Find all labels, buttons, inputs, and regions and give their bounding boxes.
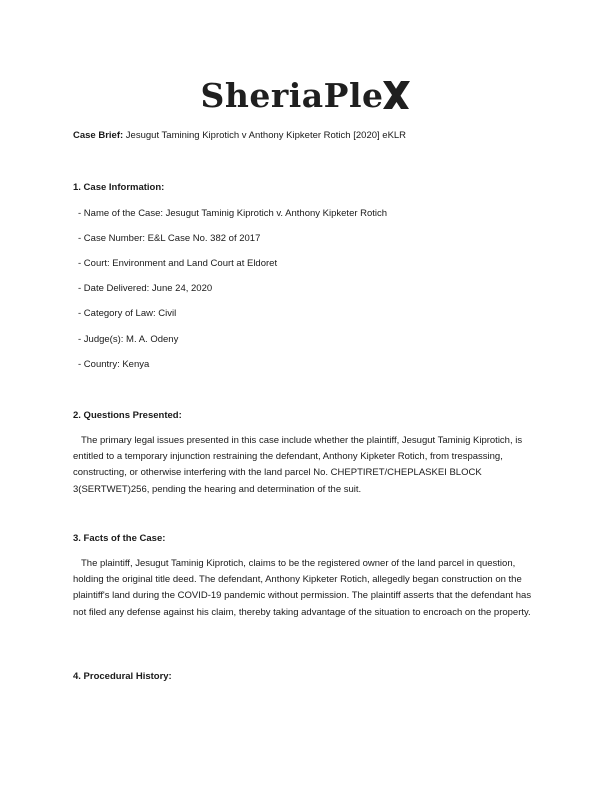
case-info-item: - Judge(s): M. A. Odeny xyxy=(78,334,179,345)
questions-presented-text: The primary legal issues presented in this case include whether the plaintiff, Jesugut Taminig Kiprotich, is entitled to a temporary injunction restraining the defendant, Anthony Kipketer Rotich, from trespassing, constructing, or otherwise interfering with the land parcel No. CHEPTIRET/CHEPLASKEI BLOCK 3(SERTWET)256, pending the hearing and determination of the suit. xyxy=(73,435,523,495)
case-info-item: - Category of Law: Civil xyxy=(78,308,177,319)
case-brief-label: Case Brief: xyxy=(73,130,124,141)
sheriaplex-logo xyxy=(0,76,612,115)
logo-x-mark-icon xyxy=(381,79,411,111)
case-info-item: - Date Delivered: June 24, 2020 xyxy=(78,283,213,294)
logo-text: SheriaPle xyxy=(200,76,384,115)
section-heading-procedural-history: 4. Procedural History: xyxy=(73,671,172,682)
section-heading-case-information: 1. Case Information: xyxy=(73,182,165,193)
case-info-item: - Name of the Case: Jesugut Taminig Kiprotich v. Anthony Kipketer Rotich xyxy=(78,208,388,219)
section-heading-facts-of-the-case: 3. Facts of the Case: xyxy=(73,533,166,544)
section-heading-questions-presented: 2. Questions Presented: xyxy=(73,410,182,421)
facts-of-the-case-text: The plaintiff, Jesugut Taminig Kiprotich, claims to be the registered owner of the land parcel in question, holding the original title deed. The defendant, Anthony Kipketer Rotich, allegedly began construction on the plaintiff's land during the COVID-19 pandemic without permission. The plaintiff asserts that the defendant has not filed any defense against his claim, thereby taking advantage of the situation to encroach on the property. xyxy=(73,558,532,618)
case-info-item: - Country: Kenya xyxy=(78,359,150,370)
case-info-item: - Court: Environment and Land Court at Eldoret xyxy=(78,258,278,269)
case-brief-line xyxy=(73,130,406,141)
case-info-item: - Case Number: E&L Case No. 382 of 2017 xyxy=(78,233,261,244)
case-brief-title: Jesugut Tamining Kiprotich v Anthony Kipketer Rotich [2020] eKLR xyxy=(123,130,407,141)
